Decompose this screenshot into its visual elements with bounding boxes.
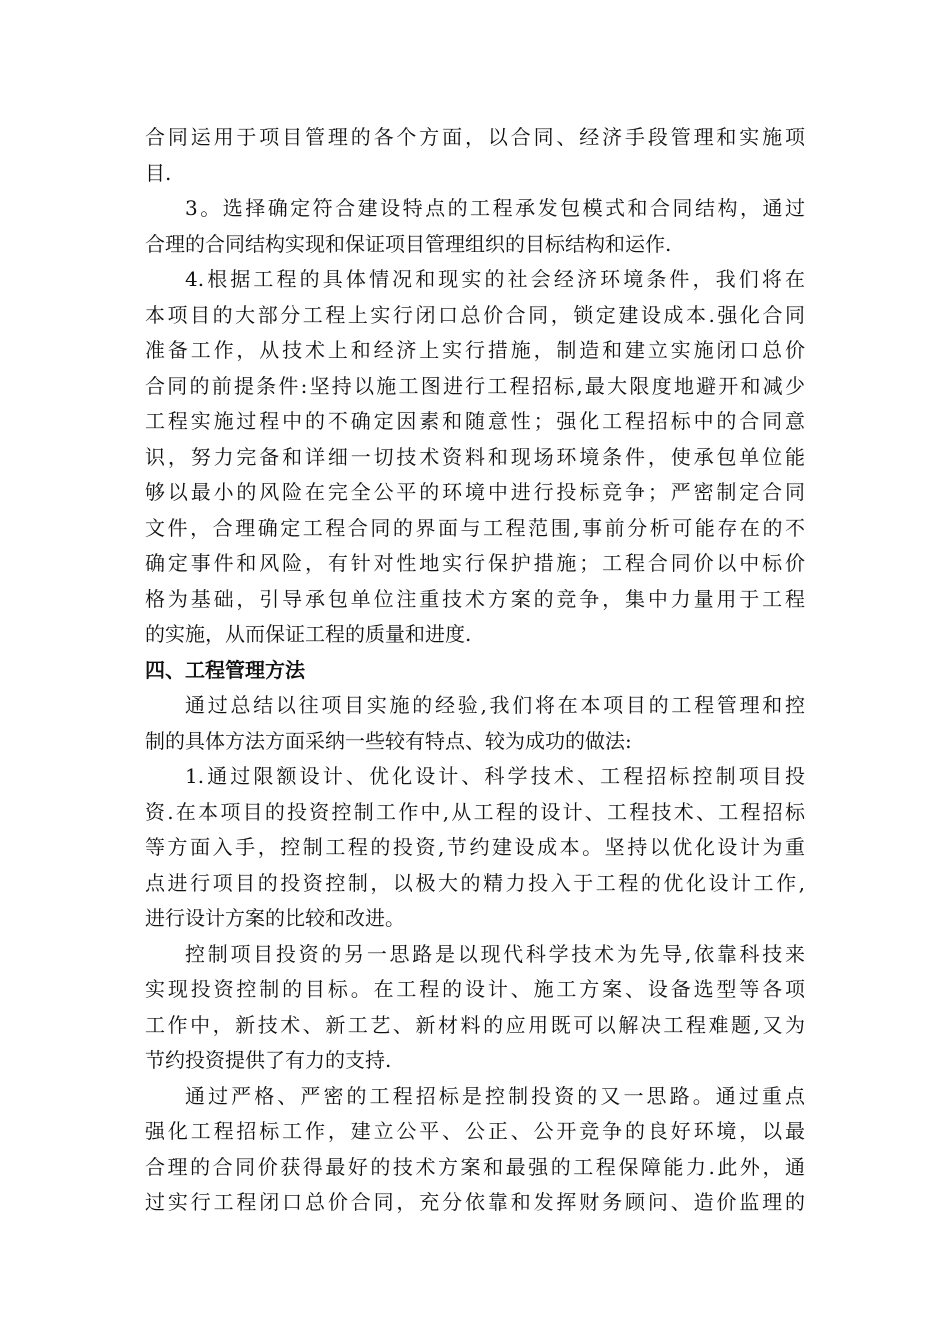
text-line: 通过严格、严密的工程招标是控制投资的又一思路。通过重点 xyxy=(185,1083,805,1108)
text-line: 准备工作，从技术上和经济上实行措施，制造和建立实施闭口总价 xyxy=(145,338,805,362)
text-line: 节约投资提供了有力的支持. xyxy=(145,1048,392,1072)
paragraph-method-1 xyxy=(145,759,805,937)
text-line: 制的具体方法方面采纳一些较有特点、较为成功的做法: xyxy=(145,728,632,753)
paragraph-bidding-approach xyxy=(145,1079,805,1221)
text-line: 目. xyxy=(145,160,172,185)
text-line: 识，努力完备和详细一切技术资料和现场环境条件，使承包单位能 xyxy=(145,444,805,469)
text-line: 合同运用于项目管理的各个方面，以合同、经济手段管理和实施项 xyxy=(145,125,805,149)
text-line: 格为基础，引导承包单位注重技术方案的竞争，集中力量用于工程 xyxy=(145,586,805,611)
text-line: 合同的前提条件:坚持以施工图进行工程招标,最大限度地避开和减少 xyxy=(145,373,805,398)
section-heading: 四、工程管理方法 xyxy=(145,657,305,682)
text-line: 点进行项目的投资控制，以极大的精力投入于工程的优化设计工作, xyxy=(145,870,805,895)
text-line: 实现投资控制的目标。在工程的设计、施工方案、设备选型等各项 xyxy=(145,977,805,1001)
text-line: 合理的合同价获得最好的技术方案和最强的工程保障能力.此外，通 xyxy=(145,1154,805,1179)
text-line: 4.根据工程的具体情况和现实的社会经济环境条件，我们将在 xyxy=(185,267,805,291)
paragraph-tech-approach xyxy=(145,937,805,1079)
text-line: 过实行工程闭口总价合同，充分依靠和发挥财务顾问、造价监理的 xyxy=(145,1190,805,1214)
text-line: 工作中，新技术、新工艺、新材料的应用既可以解决工程难题,又为 xyxy=(145,1012,805,1037)
text-line: 的实施，从而保证工程的质量和进度. xyxy=(145,622,472,646)
document-body xyxy=(145,120,805,1221)
text-line: 合理的合同结构实现和保证项目管理组织的目标结构和运作. xyxy=(145,231,672,256)
paragraph-intro-methods xyxy=(145,688,805,759)
text-line: 3。选择确定符合建设特点的工程承发包模式和合同结构，通过 xyxy=(185,196,805,220)
text-line: 1.通过限额设计、优化设计、科学技术、工程招标控制项目投 xyxy=(185,764,805,788)
text-line: 工程实施过程中的不确定因素和随意性；强化工程招标中的合同意 xyxy=(145,409,805,433)
text-line: 文件，合理确定工程合同的界面与工程范围,事前分析可能存在的不 xyxy=(145,515,805,540)
paragraph-item-3 xyxy=(145,191,805,262)
text-line: 确定事件和风险，有针对性地实行保护措施；工程合同价以中标价 xyxy=(145,551,805,575)
text-line: 够以最小的风险在完全公平的环境中进行投标竞争；严密制定合同 xyxy=(145,480,805,504)
text-line: 通过总结以往项目实施的经验,我们将在本项目的工程管理和控 xyxy=(185,693,805,717)
text-line: 强化工程招标工作，建立公平、公正、公开竞争的良好环境，以最 xyxy=(145,1119,805,1143)
text-line: 本项目的大部分工程上实行闭口总价合同，锁定建设成本.强化合同 xyxy=(145,302,805,327)
paragraph-contract-use xyxy=(145,120,805,191)
text-line: 资.在本项目的投资控制工作中,从工程的设计、工程技术、工程招标 xyxy=(145,799,805,824)
text-line: 控制项目投资的另一思路是以现代科学技术为先导,依靠科技来 xyxy=(185,941,805,966)
paragraph-item-4 xyxy=(145,262,805,653)
text-line: 等方面入手，控制工程的投资,节约建设成本。坚持以优化设计为重 xyxy=(145,835,805,859)
text-line: 进行设计方案的比较和改进。 xyxy=(145,906,405,930)
